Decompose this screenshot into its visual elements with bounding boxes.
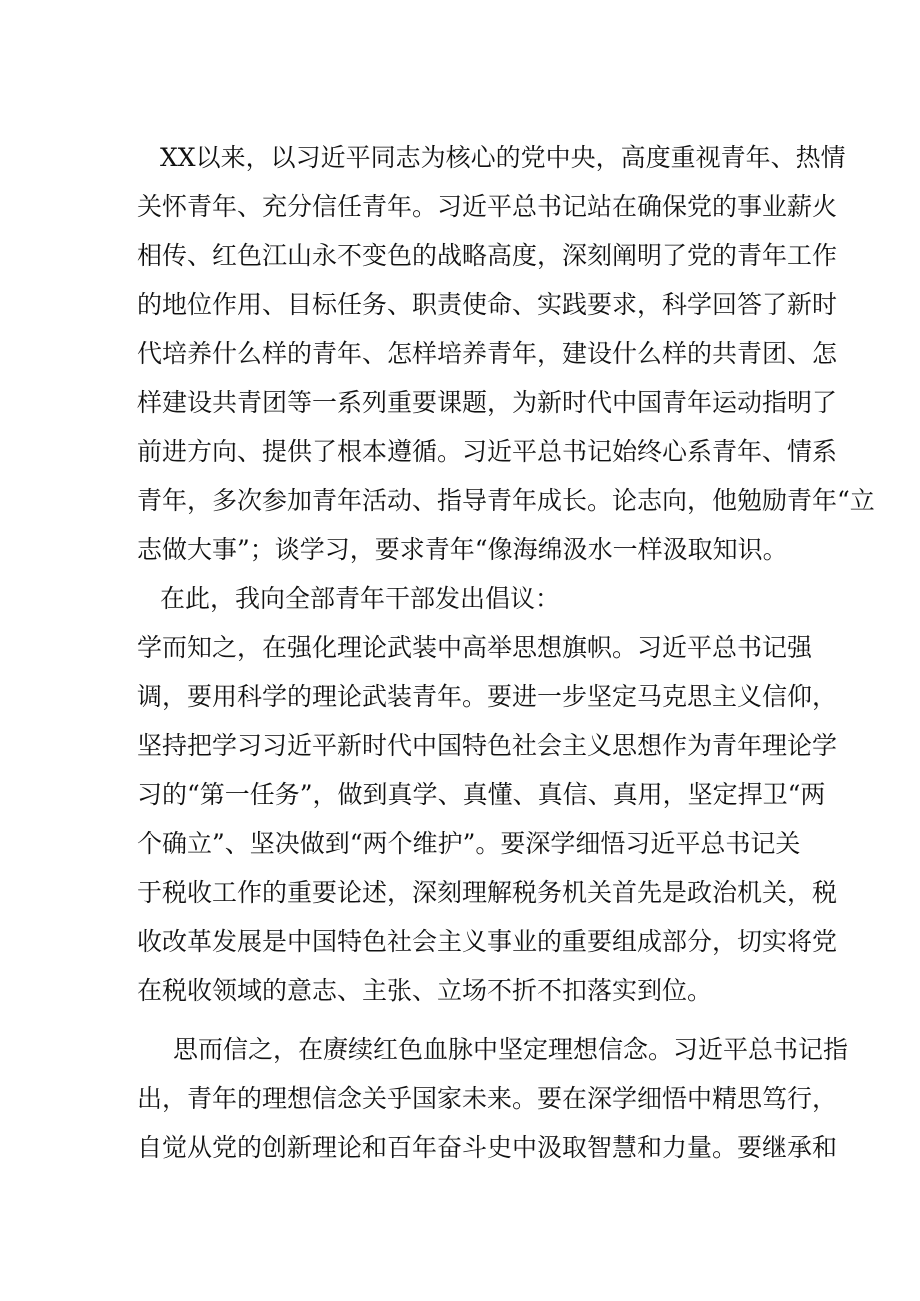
- text-line: 习的“第一任务”，做到真学、真懂、真信、真用，坚定捍卫“两: [137, 780, 826, 809]
- text-line: 思而信之，在赓续红色血脉中坚定理想信念。习近平总书记指: [173, 1035, 849, 1064]
- text-line: 学而知之，在强化理论武装中高举思想旗帜。习近平总书记强: [137, 633, 813, 662]
- text-line: 坚持把学习习近平新时代中国特色社会主义思想作为青年理论学: [137, 731, 838, 760]
- text-line: 青年，多次参加青年活动、指导青年成长。论志向，他勉励青年“立: [137, 486, 875, 515]
- text-line: 在税收领域的意志、主张、立场不折不扣落实到位。: [137, 976, 713, 1005]
- text-line: 相传、红色江山永不变色的战略高度，深刻阐明了党的青年工作: [137, 241, 838, 270]
- text-line: 代培养什么样的青年、怎样培养青年，建设什么样的共青团、怎: [137, 339, 838, 368]
- text-line: 样建设共青团等一系列重要课题，为新时代中国青年运动指明了: [137, 388, 838, 417]
- text-line: 关怀青年、充分信任青年。习近平总书记站在确保党的事业薪火: [137, 192, 838, 221]
- text-line: 个确立”、坚决做到“两个维护”。要深学细悟习近平总书记关: [137, 829, 801, 858]
- text-line: 调，要用科学的理论武装青年。要进一步坚定马克思主义信仰，: [137, 682, 838, 711]
- text-line: XX以来，以习近平同志为核心的党中央，高度重视青年、热情: [160, 143, 846, 172]
- text-line: 前进方向、提供了根本遵循。习近平总书记始终心系青年、情系: [137, 437, 838, 466]
- text-line: 自觉从党的创新理论和百年奋斗史中汲取智慧和力量。要继承和: [137, 1133, 838, 1162]
- text-line: 在此，我向全部青年干部发出倡议：: [160, 584, 561, 613]
- text-line: 的地位作用、目标任务、职责使命、实践要求，科学回答了新时: [137, 290, 838, 319]
- text-line: 志做大事”；谈学习，要求青年“像海绵汲水一样汲取知识。: [137, 535, 788, 564]
- text-line: 出，青年的理想信念关乎国家未来。要在深学细悟中精思笃行，: [137, 1084, 838, 1113]
- text-line: 于税收工作的重要论述，深刻理解税务机关首先是政治机关，税: [137, 878, 838, 907]
- text-line: 收改革发展是中国特色社会主义事业的重要组成部分，切实将党: [137, 927, 838, 956]
